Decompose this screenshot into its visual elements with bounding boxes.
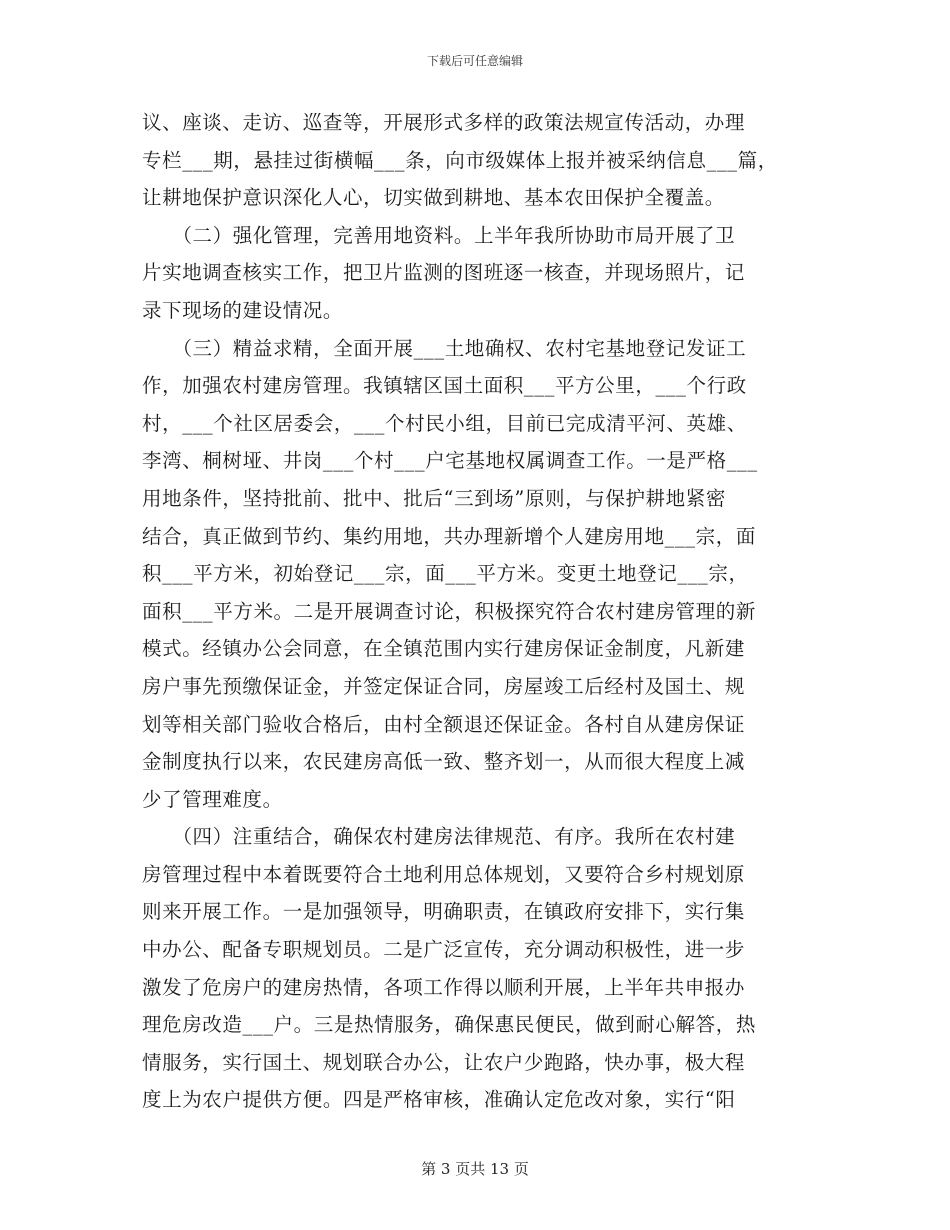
text-line: 专栏___期，悬挂过街横幅___条，向市级媒体上报并被采纳信息___篇， xyxy=(142,148,778,172)
text-line: 房管理过程中本着既要符合土地利用总体规划，又要符合乡村规划原 xyxy=(142,862,746,886)
text-line: 议、座谈、走访、巡查等，开展形式多样的政策法规宣传活动，办理 xyxy=(142,111,746,134)
text-line: 理危房改造___户。三是热情服务，确保惠民便民，做到耐心解答，热 xyxy=(142,1013,756,1037)
text-line: 村，___个社区居委会，___个村民小组，目前已完成清平河、英雄、 xyxy=(142,411,747,435)
text-line: 录下现场的建设情况。 xyxy=(142,298,344,322)
text-line: 房户事先预缴保证金，并签定保证合同，房屋竣工后经村及国土、规 xyxy=(142,674,746,698)
text-line: 激发了危房户的建房热情，各项工作得以顺利开展，上半年共申报办 xyxy=(142,975,746,999)
text-line: 积___平方米，初始登记___宗，面___平方米。变更土地登记___宗， xyxy=(142,562,749,586)
text-line: 片实地调查核实工作，把卫片监测的图班逐一核查，并现场照片，记 xyxy=(142,261,746,285)
text-line: 模式。经镇办公会同意，在全镇范围内实行建房保证金制度，凡新建 xyxy=(142,637,746,661)
text-line: 结合，真正做到节约、集约用地，共办理新增个人建房用地___宗，面 xyxy=(142,524,756,548)
paragraph-start-line: （四）注重结合，确保农村建房法律规范、有序。我所在农村建 xyxy=(142,825,736,849)
text-line: 金制度执行以来，农民建房高低一致、整齐划一，从而很大程度上减 xyxy=(142,750,746,774)
text-line: 面积___平方米。二是开展调查讨论，积极探究符合农村建房管理的新 xyxy=(142,599,756,623)
page-footer: 第 3 页共 13 页 xyxy=(421,1160,529,1178)
text-line: 划等相关部门验收合格后，由村全额退还保证金。各村自从建房保证 xyxy=(142,712,746,736)
text-line: 作，加强农村建房管理。我镇辖区国土面积___平方公里，___个行政 xyxy=(142,374,747,398)
text-line: 度上为农户提供方便。四是严格审核，准确认定危改对象，实行“阳 xyxy=(142,1088,736,1112)
text-line: 则来开展工作。一是加强领导，明确职责，在镇政府安排下，实行集 xyxy=(142,900,746,924)
paragraph-start-line: （三）精益求精，全面开展___土地确权、农村宅基地登记发证工 xyxy=(142,336,747,360)
text-line: 少了管理难度。 xyxy=(142,787,283,811)
text-line: 用地条件，坚持批前、批中、批后“三到场”原则，与保护耕地紧密 xyxy=(142,486,726,510)
text-line: 让耕地保护意识深化人心，切实做到耕地、基本农田保护全覆盖。 xyxy=(142,186,725,210)
page-header: 下载后可任意编辑 xyxy=(426,54,523,68)
text-line: 中办公、配备专职规划员。二是广泛宣传，充分调动积极性，进一步 xyxy=(142,938,746,962)
text-line: 李湾、桐树垭、井岗___个村___户宅基地权属调查工作。一是严格___ xyxy=(142,449,758,473)
paragraph-start-line: （二）强化管理，完善用地资料。上半年我所协助市局开展了卫 xyxy=(142,223,736,247)
text-line: 情服务，实行国土、规划联合办公，让农户少跑路，快办事，极大程 xyxy=(142,1050,746,1074)
document-body xyxy=(142,104,808,1119)
